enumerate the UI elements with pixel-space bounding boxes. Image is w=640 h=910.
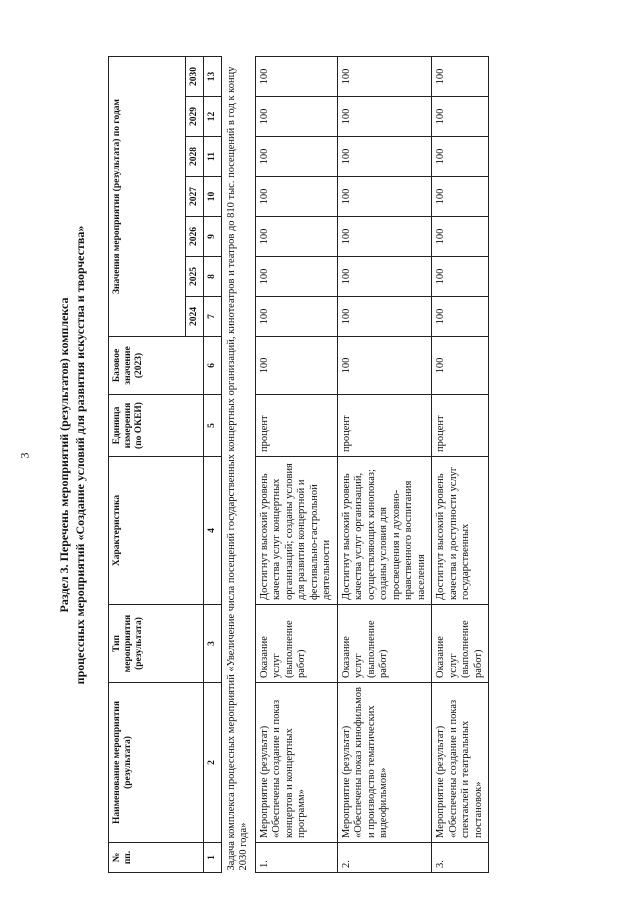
col-number: 6 [204,337,222,395]
col-number: 11 [204,137,222,177]
row-name: Мероприятие (результат) «Обеспечены создание и показ концертов и концертных программ» [255,683,337,843]
column-numbers-row [204,57,222,873]
row-value: 100 [255,217,337,257]
row-type: Оказание услуг (выполнение работ) [337,605,432,683]
row-value: 100 [432,137,489,177]
row-type: Оказание услуг (выполнение работ) [255,605,337,683]
section-title [56,25,88,885]
task-row [221,57,255,873]
header-unit: Единица измерения (по ОКЕИ) [109,395,204,457]
section-title-line2: процессных мероприятий «Создание условий для развития искусства и творчества» [73,225,87,685]
header-values-by-year: Значения мероприятия (результата) по годам [109,57,186,337]
row-value: 100 [255,137,337,177]
col-number: 9 [204,217,222,257]
header-year: 2030 [186,57,204,97]
row-num: 1. [255,843,337,873]
row-value: 100 [337,217,432,257]
col-number: 12 [204,97,222,137]
col-number: 1 [204,843,222,873]
header-year: 2029 [186,97,204,137]
row-value: 100 [337,137,432,177]
col-number: 3 [204,605,222,683]
col-number: 4 [204,457,222,605]
row-value: 100 [432,217,489,257]
row-unit: процент [432,395,489,457]
row-value: 100 [432,257,489,297]
table-row [255,57,337,873]
row-value: 100 [255,297,337,337]
row-value: 100 [337,257,432,297]
row-characteristic: Достигнут высокий уровень качества и доступности услуг государственных [432,457,489,605]
table-row [432,57,489,873]
row-value: 100 [255,177,337,217]
rotated-page [28,25,618,885]
header-characteristic: Характеристика [109,457,204,605]
row-type: Оказание услуг (выполнение работ) [432,605,489,683]
row-value: 100 [337,297,432,337]
header-year: 2027 [186,177,204,217]
row-base-value: 100 [432,337,489,395]
row-value: 100 [255,57,337,97]
row-name: Мероприятие (результат) «Обеспечены показ кинофильмов и производство тематических видеофильмов» [337,683,432,843]
row-value: 100 [255,257,337,297]
header-year: 2028 [186,137,204,177]
row-unit: процент [337,395,432,457]
header-base-value: Базовое значение (2023) [109,337,204,395]
col-number: 13 [204,57,222,97]
row-value: 100 [432,297,489,337]
col-number: 2 [204,683,222,843]
row-value: 100 [337,177,432,217]
row-num: 2. [337,843,432,873]
row-unit: процент [255,395,337,457]
header-num: № пп. [109,843,204,873]
row-base-value: 100 [255,337,337,395]
measures-table [108,56,489,873]
row-characteristic: Достигнут высокий уровень качества услуг концертных организаций; созданы условия для развития концертной и фестивально-гастрольной деятельности [255,457,337,605]
col-number: 7 [204,297,222,337]
header-year: 2025 [186,257,204,297]
col-number: 5 [204,395,222,457]
task-text: Задача комплекса процессных мероприятий «Увеличение числа посещений государственных концертных организаций, кинотеатров и театров до 810 тыс. посещений в год к концу 2030 года» [225,66,249,871]
row-value: 100 [432,57,489,97]
row-value: 100 [432,177,489,217]
row-name: Мероприятие (результат) «Обеспечены создание и показ спектаклей и театральных постановок» [432,683,489,843]
table-row [337,57,432,873]
header-row-1 [109,57,186,873]
row-value: 100 [337,97,432,137]
row-value: 100 [255,97,337,137]
row-value: 100 [337,57,432,97]
header-name: Наименование мероприятия (результата) [109,683,204,843]
header-year: 2026 [186,217,204,257]
section-title-line1: Раздел 3. Перечень мероприятий (результатов) комплекса [57,297,71,613]
row-base-value: 100 [337,337,432,395]
col-number: 10 [204,177,222,217]
row-value: 100 [432,97,489,137]
page-number: 3 [17,452,32,459]
col-number: 8 [204,257,222,297]
header-year: 2024 [186,297,204,337]
header-type: Тип мероприятия (результата) [109,605,204,683]
row-num: 3. [432,843,489,873]
row-characteristic: Достигнут высокий уровень качества услуг организаций, осуществляющих кинопоказ; созданы условия для просвещения и духовно-нравственного воспитания населения [337,457,432,605]
